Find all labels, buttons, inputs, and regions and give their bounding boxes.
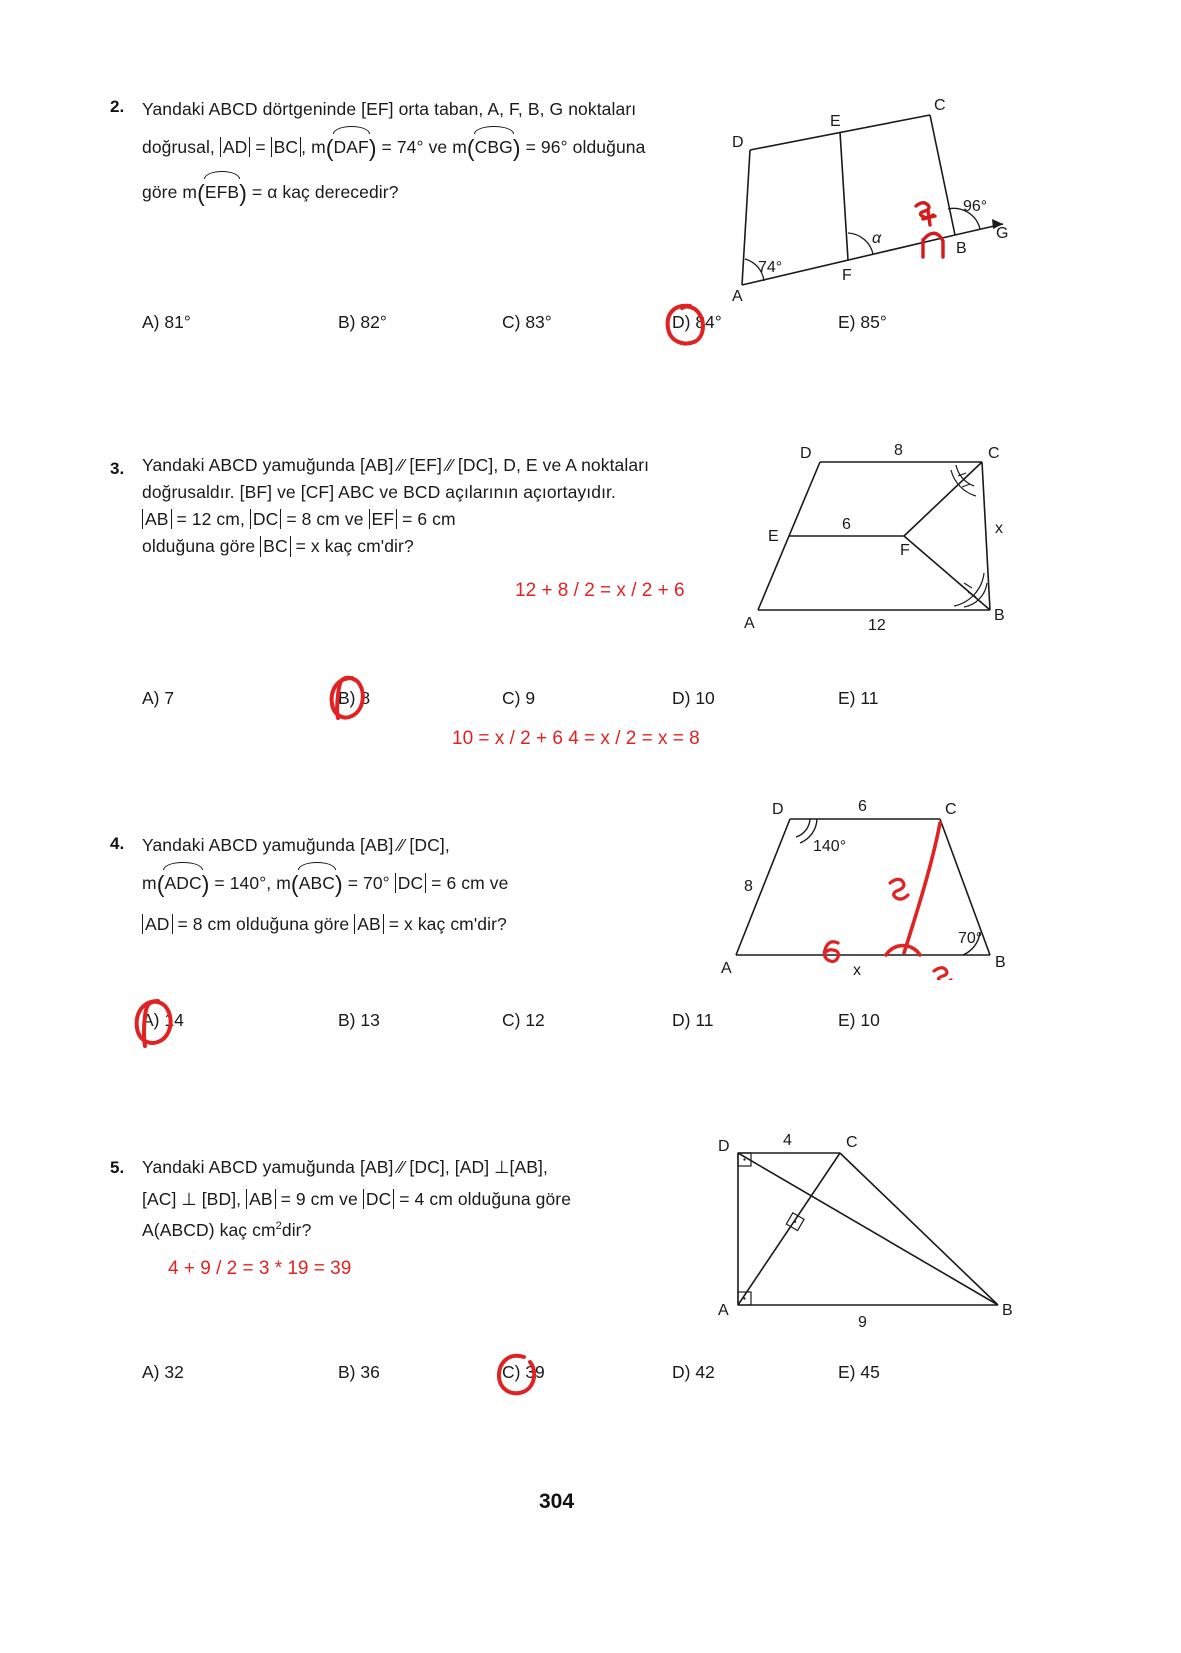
question-line: AD = 8 cm olduğuna göre AB = x kaç cm'dir? — [142, 907, 722, 941]
fig4-angle-70: 70° — [958, 930, 983, 947]
fig2-angle-alpha: α — [872, 230, 882, 247]
question-line: Yandaki ABCD yamuğunda [AB] ∕∕ [DC], — [142, 835, 450, 855]
fig3-side-12: 12 — [868, 617, 886, 634]
question-3-number: 3. — [110, 459, 125, 478]
fig4-label-A: A — [721, 960, 732, 977]
fig2-label-A: A — [732, 288, 743, 305]
question-line: doğrusal, AD = BC , m(DAF) = 74° ve m(CBG) = 96° olduğuna — [142, 126, 742, 171]
fig2-label-B: B — [956, 240, 967, 257]
q2-option-A[interactable]: A) 81° — [142, 312, 191, 332]
question-line: doğrusaldır. [BF] ve [CF] ABC ve BCD açılarının açıortayıdır. — [142, 482, 616, 503]
q3-option-D[interactable]: D) 10 — [672, 688, 715, 708]
question-4-text — [142, 828, 722, 941]
fig5-label-C: C — [846, 1134, 858, 1151]
q3-option-C[interactable]: C) 9 — [502, 688, 536, 708]
q3-option-A[interactable]: A) 7 — [142, 688, 175, 708]
fig3-label-E: E — [768, 528, 779, 545]
fig2-label-D: D — [732, 134, 744, 151]
fig3-label-B: B — [994, 607, 1005, 624]
fig3-label-A: A — [744, 615, 755, 632]
fig2-label-E: E — [830, 113, 841, 130]
question-line: A(ABCD) kaç $cm^2dir$? — [142, 1220, 312, 1240]
fig4-side-8: 8 — [744, 878, 753, 895]
fig3-label-C: C — [988, 445, 1000, 462]
absolute-value: DC — [363, 1189, 394, 1209]
question-line: olduğuna göre BC = x kaç cm'dir? — [142, 536, 414, 557]
question-line: [AC] ⊥ [BD], AB = 9 cm ve DC = 4 cm olduğuna göre — [142, 1188, 572, 1209]
q5-option-C[interactable]: C) 39 — [502, 1362, 545, 1382]
question-5-number: 5. — [110, 1158, 125, 1177]
fig4-angle-140: 140° — [813, 838, 847, 855]
q2-option-C[interactable]: C) 83° — [502, 312, 552, 332]
fig4-label-C: C — [945, 801, 957, 818]
angle-notation: (EFB) — [197, 182, 247, 202]
fig5-side-4: 4 — [783, 1132, 792, 1149]
fig2-angle-96: 96° — [963, 198, 988, 215]
absolute-value: AD — [142, 914, 173, 934]
angle-notation: (ADC) — [157, 873, 210, 893]
absolute-value: DC — [250, 509, 281, 529]
fig4-side-x: x — [853, 962, 861, 979]
fig3-side-8: 8 — [894, 442, 903, 459]
q4-option-E[interactable]: E) 10 — [838, 1010, 880, 1030]
q3-option-B[interactable]: B) 8 — [338, 688, 371, 708]
fig5-label-A: A — [718, 1302, 729, 1319]
q4-option-D[interactable]: D) 11 — [672, 1010, 714, 1030]
q2-option-D[interactable]: D) 84° — [672, 312, 722, 332]
fig2-label-F: F — [842, 267, 852, 284]
angle-notation: (ABC) — [291, 873, 343, 893]
fig3-side-6: 6 — [842, 516, 851, 533]
fig3-label-D: D — [800, 445, 812, 462]
page-number: 304 — [539, 1490, 575, 1513]
fig5-label-D: D — [718, 1138, 730, 1155]
absolute-value: AD — [220, 137, 251, 157]
absolute-value: AB — [246, 1189, 276, 1209]
fig2-angle-74: 74° — [758, 259, 783, 276]
question-3-red-work-above: 12 + 8 / 2 = x / 2 + 6 — [515, 580, 685, 601]
fig4-side-6: 6 — [858, 798, 867, 815]
fig2-red-annotation — [916, 203, 943, 257]
q4-option-A[interactable]: A) 14 — [142, 1010, 184, 1030]
q4-option-B[interactable]: B) 13 — [338, 1010, 380, 1030]
fig2-label-C: C — [934, 97, 946, 114]
question-line: Yandaki ABCD dörtgeninde [EF] orta taban, A, F, B, G noktaları — [142, 99, 637, 119]
absolute-value: BC — [271, 137, 302, 157]
q5-option-B[interactable]: B) 36 — [338, 1362, 380, 1382]
question-line: göre m(EFB) = α kaç derecedir? — [142, 171, 742, 216]
fig5-side-9: 9 — [858, 1314, 867, 1331]
absolute-value: BC — [260, 536, 291, 556]
question-line: Yandaki ABCD yamuğunda [AB] ∕∕ [EF] ∕∕ [DC], D, E ve A noktaları — [142, 455, 650, 475]
question-line: m(ADC) = 140°, m(ABC) = 70° DC = 6 cm ve — [142, 862, 722, 907]
fig4-label-B: B — [995, 954, 1006, 971]
q5-option-D[interactable]: D) 42 — [672, 1362, 715, 1382]
superscript: 2 — [275, 1220, 282, 1233]
question-4-number: 4. — [110, 834, 125, 853]
question-3-red-work-below: 10 = x / 2 + 6 4 = x / 2 = x = 8 — [452, 728, 700, 749]
absolute-value: AB — [142, 509, 172, 529]
question-5-text — [142, 1152, 702, 1247]
q2-option-B[interactable]: B) 82° — [338, 312, 387, 332]
question-5-red-work: 4 + 9 / 2 = 3 * 19 = 39 — [168, 1258, 352, 1279]
question-4-figure — [718, 795, 1018, 980]
angle-notation: (CBG) — [467, 137, 521, 157]
fig5-label-B: B — [1002, 1302, 1013, 1319]
question-3-text — [142, 452, 752, 561]
absolute-value: AB — [354, 914, 384, 934]
absolute-value: DC — [395, 873, 426, 893]
fig3-label-F: F — [900, 542, 910, 559]
absolute-value: EF — [369, 509, 398, 529]
question-line: Yandaki ABCD yamuğunda [AB] ∕∕ [DC], [AD] ⊥[AB], — [142, 1157, 548, 1177]
question-2-text — [142, 92, 742, 216]
question-2-figure — [720, 85, 1030, 315]
q5-option-E[interactable]: E) 45 — [838, 1362, 880, 1382]
angle-notation: (DAF) — [326, 137, 377, 157]
question-3-figure — [742, 440, 1032, 635]
question-line: AB = 12 cm, DC = 8 cm ve EF = 6 cm — [142, 506, 752, 533]
q5-option-A[interactable]: A) 32 — [142, 1362, 184, 1382]
question-2-number: 2. — [110, 97, 125, 116]
fig3-side-x: x — [995, 520, 1003, 537]
q3-option-E[interactable]: E) 11 — [838, 688, 879, 708]
fig2-label-G: G — [996, 225, 1009, 242]
fig4-label-D: D — [772, 801, 784, 818]
question-5-figure — [710, 1125, 1020, 1335]
q2-option-E[interactable]: E) 85° — [838, 312, 887, 332]
q4-option-C[interactable]: C) 12 — [502, 1010, 545, 1030]
